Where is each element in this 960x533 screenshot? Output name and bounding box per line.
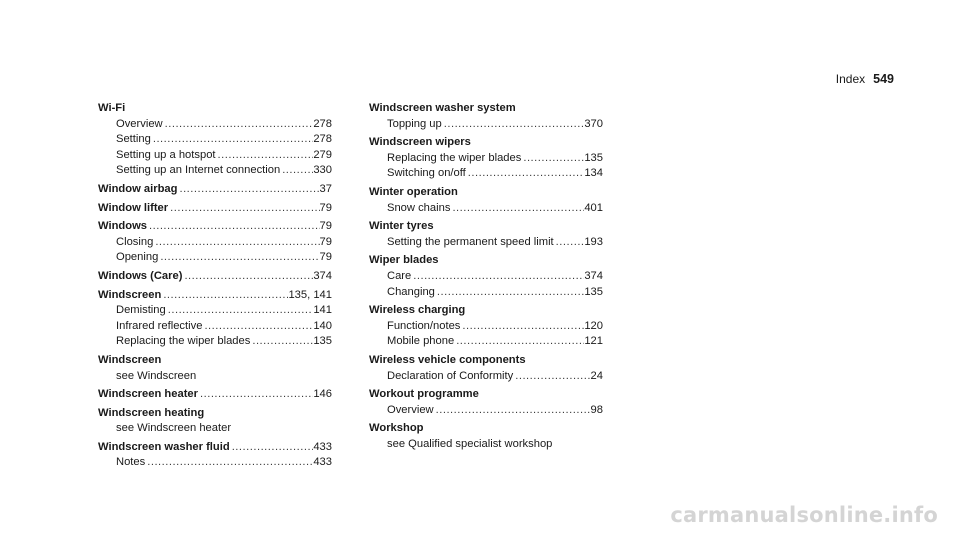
dot-leader bbox=[554, 235, 585, 251]
index-subentry bbox=[98, 132, 332, 148]
index-subentry-page: 330 bbox=[313, 164, 332, 177]
index-subentry-page: 141 bbox=[313, 304, 332, 317]
index-heading-page: 79 bbox=[319, 201, 332, 214]
dot-leader bbox=[177, 182, 319, 198]
dot-leader bbox=[450, 201, 584, 217]
index-subentry-label: Replacing the wiper blades bbox=[387, 151, 522, 164]
index-entry bbox=[369, 387, 603, 418]
dot-leader bbox=[466, 166, 585, 182]
index-subentry-label: Infrared reflective bbox=[116, 319, 203, 332]
index-heading-page: 374 bbox=[313, 269, 332, 282]
dot-leader bbox=[147, 219, 320, 235]
dot-leader bbox=[442, 117, 585, 133]
index-heading-page: 79 bbox=[319, 220, 332, 233]
index-heading-label: Windows bbox=[98, 220, 147, 233]
index-subentry bbox=[369, 269, 603, 285]
index-subentry bbox=[98, 250, 332, 266]
dot-leader bbox=[166, 303, 314, 319]
index-subentry-label: Overview bbox=[387, 403, 434, 416]
index-heading bbox=[98, 406, 332, 422]
index-subentry-label: Snow chains bbox=[387, 201, 451, 214]
index-heading bbox=[369, 421, 603, 437]
index-column-right bbox=[369, 101, 603, 455]
index-subentry-label: Overview bbox=[116, 117, 163, 130]
index-heading-label: Workshop bbox=[369, 422, 424, 435]
index-subentry-label: Switching on/off bbox=[387, 167, 466, 180]
index-heading bbox=[98, 353, 332, 369]
index-heading-label: Windscreen wipers bbox=[369, 136, 471, 149]
index-heading-label: Wi-Fi bbox=[98, 102, 126, 114]
index-heading-label: Windscreen washer fluid bbox=[98, 440, 230, 453]
index-entry bbox=[98, 101, 332, 179]
index-subentry-label: Demisting bbox=[116, 304, 166, 317]
index-subentry-page: 135 bbox=[313, 335, 332, 348]
index-heading-label: Windscreen washer system bbox=[369, 102, 516, 114]
index-subentry-label: Care bbox=[387, 269, 412, 282]
dot-leader bbox=[230, 440, 314, 456]
index-heading-page: 135, 141 bbox=[288, 288, 332, 301]
index-heading-label: Winter tyres bbox=[369, 220, 434, 233]
index-subentry-label: Setting the permanent speed limit bbox=[387, 235, 554, 248]
index-subentry-label: Setting bbox=[116, 133, 151, 146]
index-heading-page: 37 bbox=[319, 182, 332, 195]
index-subentry bbox=[369, 319, 603, 335]
dot-leader bbox=[521, 151, 584, 167]
dot-leader bbox=[168, 201, 319, 217]
index-heading-label: Windscreen bbox=[98, 353, 162, 366]
dot-leader bbox=[460, 319, 584, 335]
dot-leader bbox=[202, 319, 313, 335]
index-subentry bbox=[98, 455, 332, 471]
index-subentry-label: Notes bbox=[116, 456, 146, 469]
index-subentry-page: 98 bbox=[590, 403, 603, 416]
index-subentry-page: 79 bbox=[319, 251, 332, 264]
index-subentry-page: 79 bbox=[319, 235, 332, 248]
index-heading bbox=[369, 135, 603, 151]
index-subentry bbox=[369, 334, 603, 350]
index-entry bbox=[98, 406, 332, 437]
index-subentry-label: Function/notes bbox=[387, 319, 461, 332]
index-subentry-page: 279 bbox=[313, 148, 332, 161]
index-heading-page: 146 bbox=[313, 388, 332, 401]
index-heading-label: Winter operation bbox=[369, 185, 458, 198]
index-heading-label: Workout programme bbox=[369, 388, 479, 401]
index-subentry bbox=[369, 201, 603, 217]
index-heading bbox=[369, 253, 603, 269]
index-heading bbox=[98, 201, 332, 217]
index-heading bbox=[369, 387, 603, 403]
page-header bbox=[836, 72, 894, 86]
index-entry bbox=[98, 353, 332, 384]
index-subentry bbox=[369, 166, 603, 182]
index-subentry-page: 401 bbox=[584, 201, 603, 214]
index-heading-page: 433 bbox=[313, 440, 332, 453]
index-heading-label: Windscreen heating bbox=[98, 406, 205, 419]
index-entry bbox=[369, 353, 603, 384]
page-number: 549 bbox=[873, 72, 894, 86]
dot-leader bbox=[280, 163, 313, 179]
index-subentry bbox=[369, 285, 603, 301]
section-label: Index bbox=[835, 72, 866, 86]
index-entry bbox=[98, 201, 332, 217]
index-entry bbox=[98, 269, 332, 285]
index-subentry-label: Declaration of Conformity bbox=[387, 369, 514, 382]
index-subentry-page: 370 bbox=[584, 117, 603, 130]
dot-leader bbox=[151, 132, 313, 148]
index-column-left bbox=[98, 101, 332, 474]
dot-leader bbox=[513, 369, 590, 385]
dot-leader bbox=[250, 334, 313, 350]
index-subentry-page: 140 bbox=[313, 319, 332, 332]
index-subentry-page: 374 bbox=[584, 269, 603, 282]
dot-leader bbox=[145, 455, 313, 471]
index-heading bbox=[369, 353, 603, 369]
index-subentry-label: Closing bbox=[116, 235, 154, 248]
index-heading-label: Windows (Care) bbox=[98, 269, 183, 282]
index-subentry bbox=[98, 163, 332, 179]
index-heading bbox=[98, 182, 332, 198]
dot-leader bbox=[411, 269, 584, 285]
index-subentry bbox=[369, 403, 603, 419]
dot-leader bbox=[163, 117, 314, 133]
see-reference: see Windscreen bbox=[116, 369, 197, 382]
watermark: carmanualsonline.info bbox=[670, 503, 938, 527]
see-reference: see Qualified specialist workshop bbox=[387, 437, 553, 450]
dot-leader bbox=[182, 269, 313, 285]
index-heading bbox=[98, 269, 332, 285]
index-subentry-page: 433 bbox=[313, 456, 332, 469]
index-entry bbox=[369, 101, 603, 132]
index-heading bbox=[98, 440, 332, 456]
index-subentry-page: 121 bbox=[584, 335, 603, 348]
index-entry bbox=[98, 182, 332, 198]
index-heading bbox=[369, 303, 603, 319]
dot-leader bbox=[198, 387, 313, 403]
dot-leader bbox=[158, 250, 319, 266]
index-entry bbox=[369, 185, 603, 216]
index-subentry bbox=[369, 369, 603, 385]
index-heading bbox=[369, 101, 603, 117]
index-entry bbox=[369, 219, 603, 250]
index-subentry-label: Replacing the wiper blades bbox=[116, 335, 251, 348]
index-heading bbox=[369, 219, 603, 235]
index-entry bbox=[369, 303, 603, 350]
index-heading-label: Window lifter bbox=[98, 201, 169, 214]
index-heading bbox=[98, 387, 332, 403]
dot-leader bbox=[153, 235, 319, 251]
index-heading bbox=[369, 185, 603, 201]
index-subentry-label: Setting up a hotspot bbox=[116, 148, 216, 161]
index-subentry bbox=[98, 235, 332, 251]
index-subentry bbox=[98, 303, 332, 319]
index-heading bbox=[98, 219, 332, 235]
index-subentry bbox=[369, 117, 603, 133]
index-entry bbox=[369, 135, 603, 182]
index-subentry-label: Setting up an Internet connection bbox=[116, 164, 281, 177]
see-reference: see Windscreen heater bbox=[116, 422, 232, 435]
index-entry bbox=[98, 219, 332, 266]
index-subentry-page: 120 bbox=[584, 319, 603, 332]
dot-leader bbox=[454, 334, 584, 350]
index-entry bbox=[98, 440, 332, 471]
index-subentry-page: 278 bbox=[313, 133, 332, 146]
index-subentry bbox=[369, 151, 603, 167]
index-entry bbox=[369, 253, 603, 300]
index-subentry-page: 193 bbox=[584, 235, 603, 248]
index-subentry-label: Mobile phone bbox=[387, 335, 455, 348]
index-heading-label: Windscreen heater bbox=[98, 388, 198, 401]
index-subentry bbox=[98, 117, 332, 133]
index-subentry bbox=[369, 235, 603, 251]
index-subentry-page: 134 bbox=[584, 167, 603, 180]
index-subentry-label: Changing bbox=[387, 285, 435, 298]
index-entry bbox=[369, 421, 603, 452]
index-heading-label: Wireless charging bbox=[369, 304, 466, 317]
index-heading-label: Window airbag bbox=[98, 182, 178, 195]
index-heading bbox=[98, 288, 332, 304]
index-subentry-page: 278 bbox=[313, 117, 332, 130]
index-subentry-label: Topping up bbox=[387, 117, 442, 130]
index-subentry-label: Opening bbox=[116, 251, 159, 264]
index-heading-label: Windscreen bbox=[98, 288, 162, 301]
index-entry bbox=[98, 288, 332, 350]
index-subentry bbox=[98, 334, 332, 350]
dot-leader bbox=[161, 288, 288, 304]
dot-leader bbox=[435, 285, 584, 301]
dot-leader bbox=[434, 403, 591, 419]
index-entry bbox=[98, 387, 332, 403]
index-subentry bbox=[98, 319, 332, 335]
index-heading-label: Wiper blades bbox=[369, 254, 439, 267]
index-heading bbox=[98, 101, 332, 117]
index-subentry-page: 135 bbox=[584, 151, 603, 164]
index-heading-label: Wireless vehicle components bbox=[369, 353, 526, 366]
dot-leader bbox=[216, 148, 314, 164]
index-subentry bbox=[98, 148, 332, 164]
index-subentry-page: 135 bbox=[584, 285, 603, 298]
index-subentry-page: 24 bbox=[590, 369, 603, 382]
